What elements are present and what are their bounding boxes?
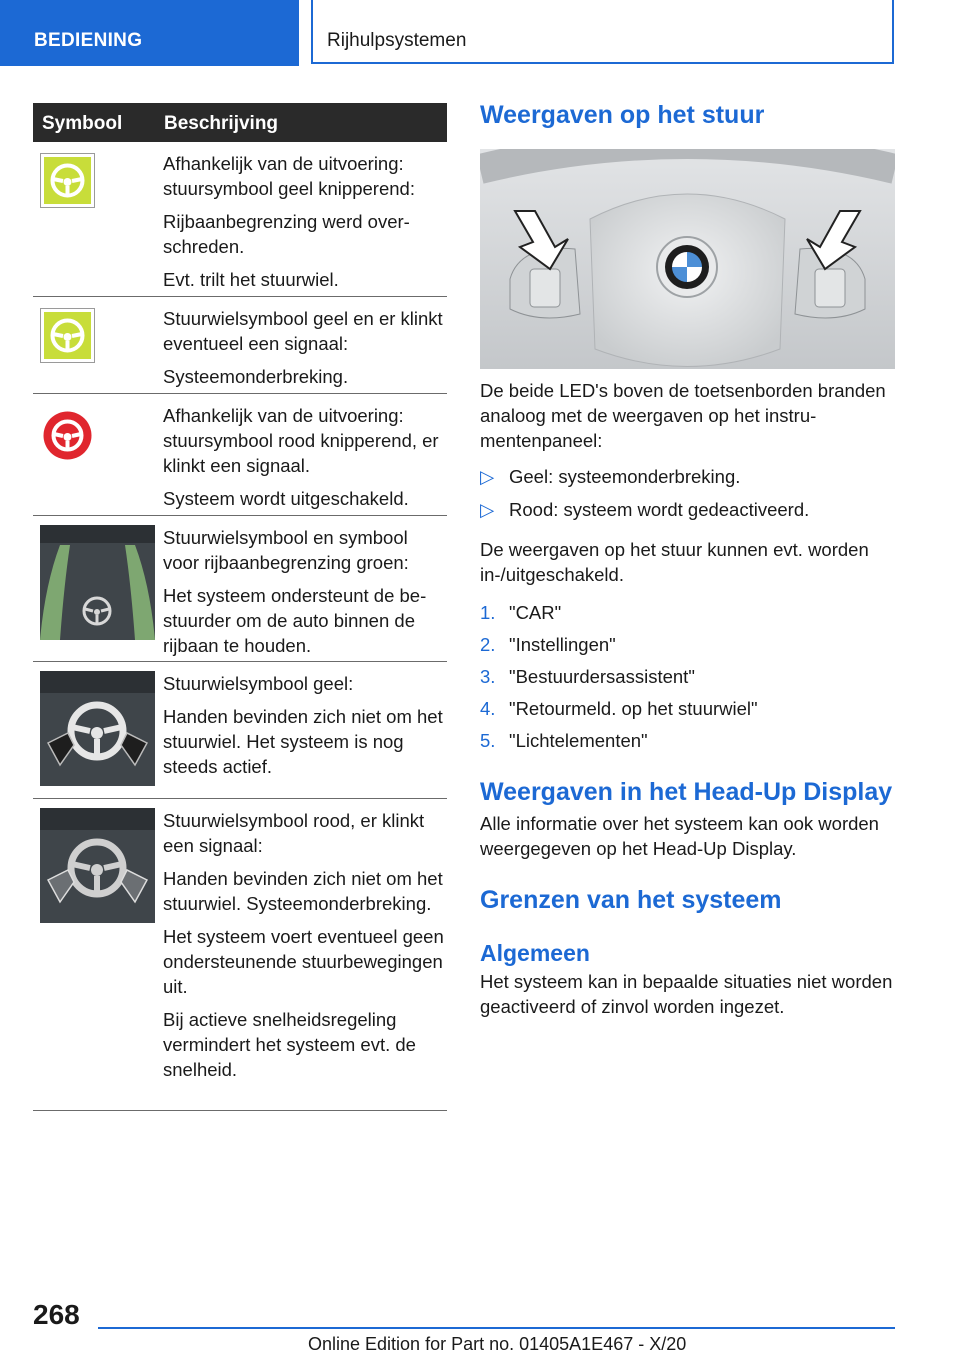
step-item [480, 696, 895, 721]
row-text: Handen bevinden zich niet om het stuurwiel. Het systeem is nog steeds actief. [163, 706, 443, 777]
row-text: Systeemonderbreking. [163, 366, 349, 387]
toggle-text: De weergaven op het stuur kunnen evt. worden in-/uitgeschakeld. [480, 539, 869, 585]
hud-text: Alle informatie over het systeem kan ook worden weergegeven op het Head-Up Display. [480, 813, 879, 859]
row-text: Stuurwielsymbool en symbool voor rijbaanbegrenzing groen: [163, 527, 409, 573]
row-text: Het systeem ondersteunt de bestuurder om de auto binnen de rijbaan te houden. [163, 585, 427, 656]
edition-note: Online Edition for Part no. 01405A1E467 - X/20 [308, 1334, 687, 1354]
table-row [33, 297, 447, 394]
symbol-table [33, 103, 447, 1111]
step-item [480, 728, 895, 753]
right-column [480, 100, 895, 1019]
list-item-text: Rood: systeem wordt gedeactiveerd. [509, 499, 810, 520]
triangle-bullet-icon: ▷ [480, 466, 495, 487]
step-text: "Retourmeld. op het stuurwiel" [509, 698, 758, 719]
section-tab [0, 0, 299, 66]
hands-on-wheel-yellow-icon [40, 671, 155, 786]
row-text: Afhankelijk van de uitvoering: stuursymbool geel knipperend: [163, 153, 415, 199]
column-header-symbol: Symbool [42, 113, 123, 134]
chapter-title: Rijhulpsystemen [327, 30, 467, 51]
steering-wheel-photo [480, 149, 895, 369]
table-row [33, 662, 447, 799]
steering-wheel-red-icon [40, 408, 95, 468]
steering-wheel-yellow-icon [40, 308, 95, 363]
row-text: Stuurwielsymbool geel: [163, 673, 354, 694]
heading-wheel-displays: Weergaven op het stuur [480, 101, 765, 129]
row-text: Handen bevinden zich niet om het stuurwiel. Systeemonderbreking. [163, 868, 443, 914]
step-number: 3. [480, 666, 496, 687]
triangle-bullet-icon: ▷ [480, 499, 495, 520]
step-number: 2. [480, 634, 496, 655]
step-item [480, 664, 895, 689]
general-text: Het systeem kan in bepaalde situaties niet worden geactiveerd of zinvol worden ingezet. [480, 971, 893, 1017]
leds-text: De beide LED's boven de toetsenborden branden analoog met de weergaven op het instrumentenpaneel: [480, 380, 886, 451]
step-number: 5. [480, 730, 496, 751]
hands-on-wheel-red-icon [40, 808, 155, 923]
row-text: Stuurwielsymbool geel en er klinkt eventueel een signaal: [163, 308, 443, 354]
heading-general: Algemeen [480, 940, 590, 966]
chapter-tab [311, 0, 894, 64]
row-text: Rijbaanbegrenzing werd overschreden. [163, 211, 410, 257]
step-item [480, 600, 895, 625]
row-text: Het systeem voert eventueel geen ondersteunende stuurbewegingen uit. [163, 926, 444, 997]
table-header [33, 103, 447, 142]
list-item [480, 497, 895, 522]
table-row [33, 516, 447, 662]
step-text: "Bestuurdersassistent" [509, 666, 695, 687]
row-text: Systeem wordt uitgeschakeld. [163, 488, 409, 509]
step-item [480, 632, 895, 657]
lane-guidance-green-icon [40, 525, 155, 640]
column-header-description: Beschrijving [164, 113, 279, 134]
table-row [33, 142, 447, 297]
page-number: 268 [33, 1299, 80, 1330]
steering-wheel-yellow-icon [40, 153, 95, 208]
row-text: Bij actieve snelheidsregeling vermindert het systeem evt. de snelheid. [163, 1009, 416, 1080]
footer-rule [98, 1327, 895, 1329]
row-text: Afhankelijk van de uitvoering: stuursymbool rood knipperend, er klinkt een signaal. [163, 405, 439, 476]
table-row [33, 799, 447, 1111]
step-text: "Lichtelementen" [509, 730, 648, 751]
table-row [33, 394, 447, 516]
step-text: "Instellingen" [509, 634, 616, 655]
row-text: Evt. trilt het stuurwiel. [163, 269, 339, 290]
section-title: BEDIENING [34, 30, 143, 51]
list-item [480, 464, 895, 489]
step-number: 4. [480, 698, 496, 719]
heading-limits: Grenzen van het systeem [480, 886, 782, 914]
row-text: Stuurwielsymbool rood, er klinkt een signaal: [163, 810, 425, 856]
heading-hud: Weergaven in het Head-Up Display [480, 778, 893, 806]
list-item-text: Geel: systeemonderbreking. [509, 466, 741, 487]
step-number: 1. [480, 602, 496, 623]
step-text: "CAR" [509, 602, 562, 623]
